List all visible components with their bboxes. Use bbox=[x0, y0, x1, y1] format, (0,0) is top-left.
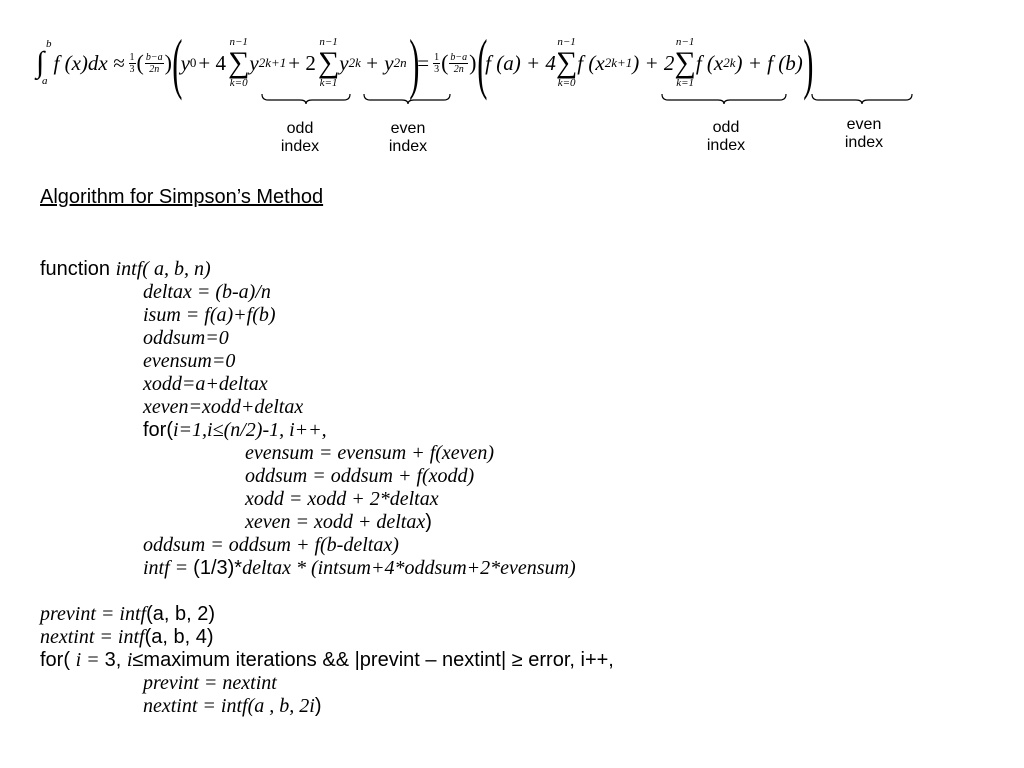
underbraces bbox=[0, 0, 1024, 120]
line-evensum-update: evensum = evensum + f(xeven) bbox=[245, 442, 495, 464]
line-xeven-init: xeven=xodd+deltax bbox=[143, 396, 304, 418]
line-evensum-init: evensum=0 bbox=[143, 350, 236, 372]
label-odd-index-2: odd index bbox=[706, 119, 746, 154]
fa-term: f (a) + 4 bbox=[485, 50, 556, 75]
h-fraction-1: $\frac{b-a}{2n}$ bbox=[145, 51, 163, 75]
integrand: f (x)dx ≈ bbox=[53, 50, 125, 75]
label-even-index-2: even index bbox=[844, 116, 884, 151]
label-even-index-1: even index bbox=[388, 120, 428, 155]
label-odd-index-1: odd index bbox=[280, 120, 320, 155]
plus-two-1: + 2 bbox=[288, 50, 316, 75]
sum-even-2: n−1 ∑ k=1 bbox=[674, 36, 696, 89]
brace-even-2 bbox=[812, 94, 912, 104]
line-oddsum-final: oddsum = oddsum + f(b-deltax) bbox=[143, 534, 399, 556]
algorithm-heading: Algorithm for Simpson’s Method bbox=[40, 186, 324, 208]
h-fraction-2: $\frac{b-a}{2n}$ bbox=[450, 51, 468, 75]
plus-four-1: + 4 bbox=[198, 50, 226, 75]
sum-odd-2: n−1 ∑ k=0 bbox=[555, 36, 578, 89]
line-outer-for: for( i = 3, i≤maximum iterations && |prevint – nextint| ≥ error, i++, bbox=[40, 649, 614, 671]
sum-odd-1: n−1 ∑ k=0 bbox=[227, 36, 250, 89]
line-intf-result: intf = (1/3)*deltax * (intsum+4*oddsum+2*evensum) bbox=[143, 557, 576, 579]
equals-sign: = bbox=[417, 50, 430, 75]
line-oddsum-init: oddsum=0 bbox=[143, 327, 229, 349]
line-xeven-update: xeven = xodd + deltax) bbox=[245, 511, 432, 533]
line-nextint: nextint = intf(a, b, 4) bbox=[40, 626, 214, 648]
line-deltax: deltax = (b-a)/n bbox=[143, 281, 271, 303]
line-isum: isum = f(a)+f(b) bbox=[143, 304, 276, 326]
line-for-loop: for(i=1,i≤(n/2)-1, i++, bbox=[143, 419, 327, 441]
brace-odd-1 bbox=[262, 94, 350, 104]
line-prevint: prevint = intf(a, b, 2) bbox=[40, 603, 215, 625]
integral-lower-limit: a bbox=[42, 75, 48, 87]
line-oddsum-update: oddsum = oddsum + f(xodd) bbox=[245, 465, 475, 487]
one-third: $\frac{1}{3}$ bbox=[129, 51, 135, 75]
brace-odd-2 bbox=[662, 94, 786, 104]
one-third-2: $\frac{1}{3}$ bbox=[434, 51, 440, 75]
integral-upper-limit: b bbox=[46, 38, 52, 50]
line-function: function intf( a, b, n) bbox=[40, 258, 211, 280]
line-prevint-update: prevint = nextint bbox=[143, 672, 277, 694]
brace-even-1 bbox=[364, 94, 450, 104]
line-xodd-update: xodd = xodd + 2*deltax bbox=[245, 488, 439, 510]
integral-sign: b ∫ a bbox=[36, 38, 52, 87]
line-xodd-init: xodd=a+deltax bbox=[143, 373, 268, 395]
y0: y bbox=[180, 50, 190, 75]
sum-even-1: n−1 ∑ k=1 bbox=[317, 36, 340, 89]
line-nextint-update: nextint = intf(a , b, 2i) bbox=[143, 695, 322, 717]
simpson-formula: b ∫ a f (x)dx ≈ $\frac{1}{3}$ ( $\frac{b-a}{2n}$ ) ( y 0 + 4 n−1 ∑ k=0 y 2k+1 + 2 n−1 ∑ k=1 y 2k + y 2n ) = $\frac{1}{3}$ ( $\frac{b-a}{2n}$ ) ( f (a) + 4 n−1 ∑ k=0 f (x 2k+1 ) + 2 n−1 ∑ k=1 f (x 2k ) + f (b) ) bbox=[36, 25, 814, 101]
